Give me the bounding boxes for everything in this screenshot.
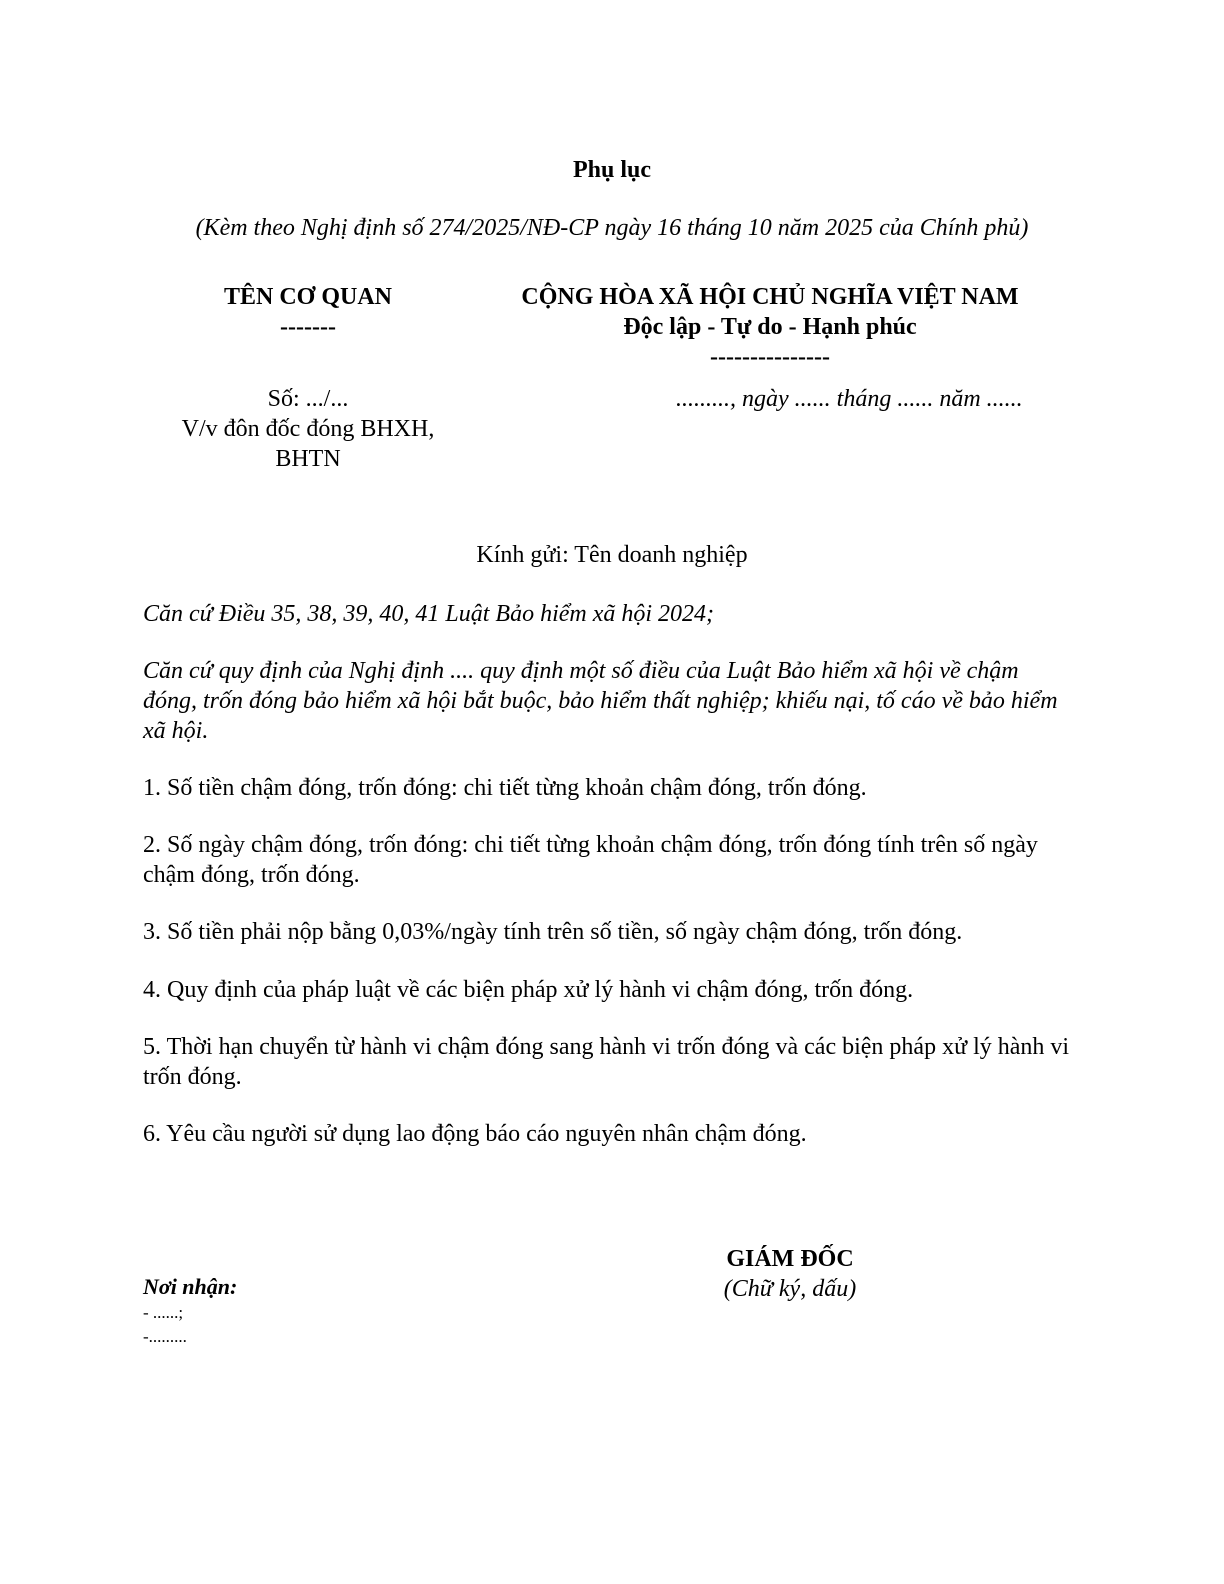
- appendix-subtitle: (Kèm theo Nghị định số 274/2025/NĐ-CP ngày 16 tháng 10 năm 2025 của Chính phủ): [195, 215, 1029, 241]
- organization-name: TÊN CƠ QUAN: [223, 284, 392, 310]
- list-item: 4. Quy định của pháp luật về các biện pháp xử lý hành vi chậm đóng, trốn đóng.: [143, 977, 914, 1003]
- subject-line: V/v đôn đốc đóng BHXH,: [181, 416, 435, 442]
- subject-line-continued: BHTN: [275, 446, 341, 472]
- list-item: 3. Số tiền phải nộp bằng 0,03%/ngày tính trên số tiền, số ngày chậm đóng, trốn đóng.: [143, 919, 963, 945]
- list-item: 2. Số ngày chậm đóng, trốn đóng: chi tiết từng khoản chậm đóng, trốn đóng tính trên số ngày chậm đóng, trốn đóng.: [143, 832, 1038, 888]
- list-item: 6. Yêu cầu người sử dụng lao động báo cáo nguyên nhân chậm đóng.: [143, 1121, 807, 1147]
- country-name: CỘNG HÒA XÃ HỘI CHỦ NGHĨA VIỆT NAM: [521, 284, 1019, 310]
- recipients-block: [143, 1273, 237, 1349]
- national-header: [480, 282, 1060, 372]
- date-line: ........., ngày ...... tháng ...... năm ......: [676, 386, 1023, 412]
- recipient-line: - ......;: [143, 1303, 184, 1322]
- list-item: 1. Số tiền chậm đóng, trốn đóng: chi tiết từng khoản chậm đóng, trốn đóng.: [143, 775, 867, 801]
- reference-block: [158, 384, 458, 474]
- signer-title: GIÁM ĐỐC: [726, 1246, 854, 1272]
- national-motto: Độc lập - Tự do - Hạnh phúc: [623, 314, 917, 340]
- document-number: Số: .../...: [267, 386, 349, 412]
- list-item: 5. Thời hạn chuyển từ hành vi chậm đóng sang hành vi trốn đóng và các biện pháp xử lý hành vi trốn đóng.: [143, 1034, 1070, 1090]
- legal-basis-paragraph: Căn cứ Điều 35, 38, 39, 40, 41 Luật Bảo hiểm xã hội 2024;: [143, 601, 715, 627]
- appendix-title: Phụ lục: [572, 157, 652, 183]
- recipient-line: -.........: [143, 1327, 187, 1346]
- recipients-label: Nơi nhận:: [143, 1274, 238, 1299]
- salutation: Kính gửi: Tên doanh nghiệp: [476, 542, 748, 568]
- organization-block: [158, 282, 458, 342]
- signature-block: [680, 1244, 900, 1304]
- national-rule: ---------------: [710, 344, 830, 370]
- organization-rule: -------: [280, 314, 336, 340]
- signature-note: (Chữ ký, dấu): [723, 1276, 857, 1302]
- legal-basis-paragraph: Căn cứ quy định của Nghị định .... quy định một số điều của Luật Bảo hiểm xã hội về chậm đóng, trốn đóng bảo hiểm xã hội bắt buộc, bảo hiểm thất nghiệp; khiếu nại, tố cáo về bảo hiểm xã hội.: [143, 658, 1058, 744]
